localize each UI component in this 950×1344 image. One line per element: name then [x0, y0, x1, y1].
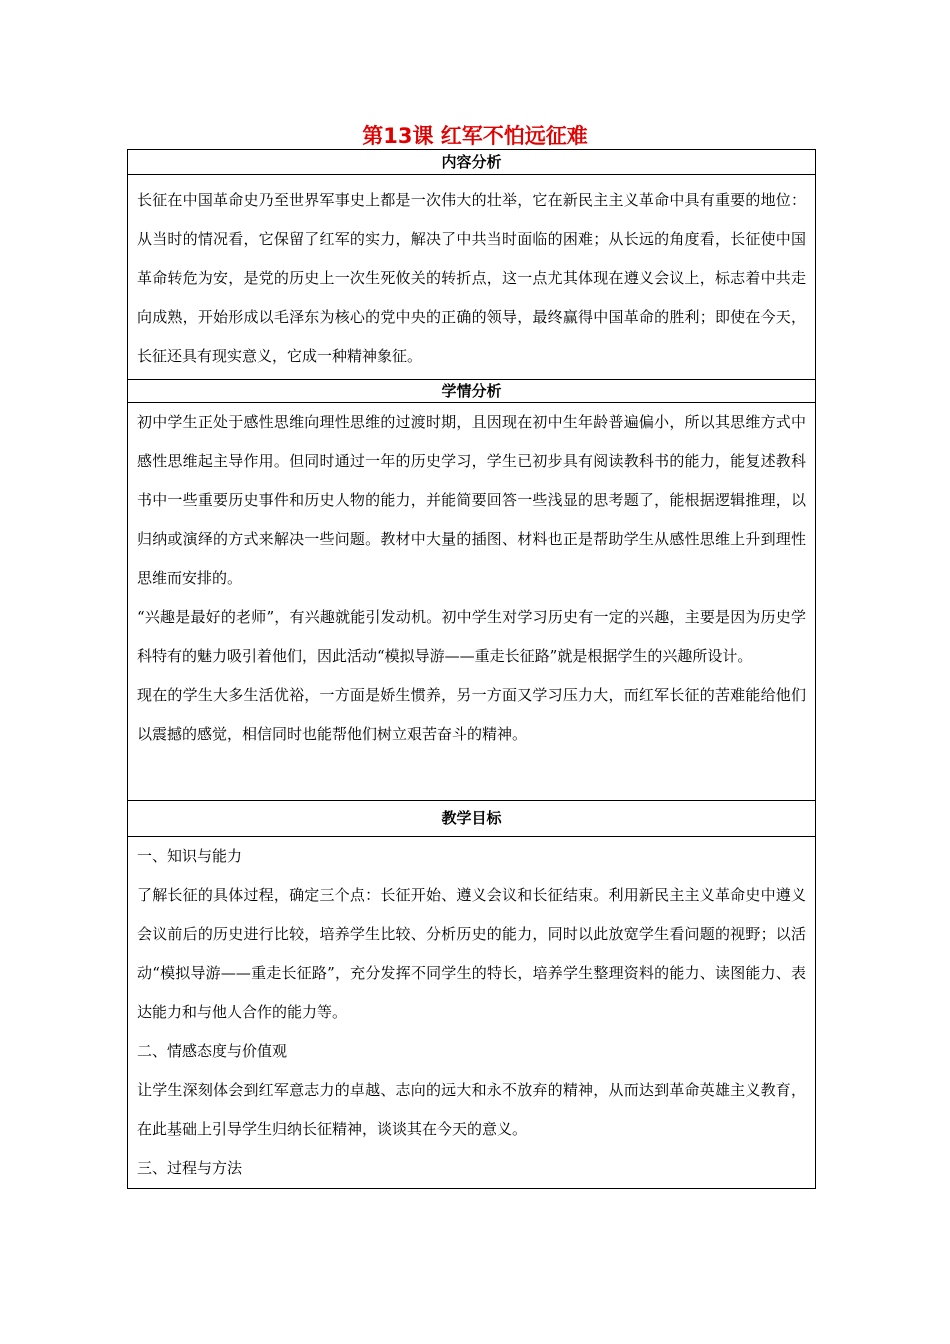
content-heading-row: [128, 150, 816, 175]
students-body: [128, 403, 816, 801]
students-paragraph-3: 现在的学生大多生活优裕，一方面是娇生惯养，另一方面又学习压力大，而红军长征的苦难能给他们以震撼的感觉，相信同时也能帮他们树立艰苦奋斗的精神。: [137, 686, 806, 743]
students-body-row: [128, 403, 816, 801]
goals-subheading-1: 一、知识与能力: [137, 847, 243, 865]
goals-subheading-3: 三、过程与方法: [137, 1159, 243, 1177]
goals-text-2: 让学生深刻体会到红军意志力的卓越、志向的远大和永不放弃的精神，从而达到革命英雄主义教育，在此基础上引导学生归纳长征精神，谈谈其在今天的意义。: [137, 1081, 806, 1138]
content-heading: 内容分析: [128, 150, 816, 175]
goals-text-1: 了解长征的具体过程，确定三个点：长征开始、遵义会议和长征结束。利用新民主主义革命史中遵义会议前后的历史进行比较，培养学生比较、分析历史的能力，同时以此放宽学生看问题的视野；以活动“模拟导游——重走长征路”，充分发挥不同学生的特长，培养学生整理资料的能力、读图能力、表达能力和与他人合作的能力等。: [137, 886, 806, 1021]
lesson-table: [127, 149, 816, 1189]
content-body: [128, 175, 816, 380]
content-body-row: [128, 175, 816, 380]
students-heading-row: [128, 380, 816, 403]
goals-body-row: [128, 837, 816, 1189]
goals-body: [128, 837, 816, 1189]
goals-heading: 教学目标: [128, 801, 816, 837]
students-heading: 学情分析: [128, 380, 816, 403]
students-paragraph-2: “兴趣是最好的老师”，有兴趣就能引发动机。初中学生对学习历史有一定的兴趣，主要是因为历史学科特有的魅力吸引着他们，因此活动“模拟导游——重走长征路”就是根据学生的兴趣所设计。: [137, 608, 806, 665]
goals-subheading-2: 二、情感态度与价值观: [137, 1042, 288, 1060]
goals-heading-row: [128, 801, 816, 837]
students-paragraph-1: 初中学生正处于感性思维向理性思维的过渡时期，且因现在初中生年龄普遍偏小，所以其思维方式中感性思维起主导作用。但同时通过一年的历史学习，学生已初步具有阅读教科书的能力，能复述教科书中一些重要历史事件和历史人物的能力，并能简要回答一些浅显的思考题了，能根据逻辑推理，以归纳或演绎的方式来解决一些问题。教材中大量的插图、材料也正是帮助学生从感性思维上升到理性思维而安排的。: [137, 413, 806, 587]
lesson-title: 第13课 红军不怕远征难: [362, 124, 588, 148]
content-paragraph: 长征在中国革命史乃至世界军事史上都是一次伟大的壮举，它在新民主主义革命中具有重要的地位：从当时的情况看，它保留了红军的实力，解决了中共当时面临的困难；从长远的角度看，长征使中国革命转危为安，是党的历史上一次生死攸关的转折点，这一点尤其体现在遵义会议上，标志着中共走向成熟，开始形成以毛泽东为核心的党中央的正确的领导，最终赢得中国革命的胜利；即使在今天，长征还具有现实意义，它成一种精神象征。: [137, 191, 806, 365]
